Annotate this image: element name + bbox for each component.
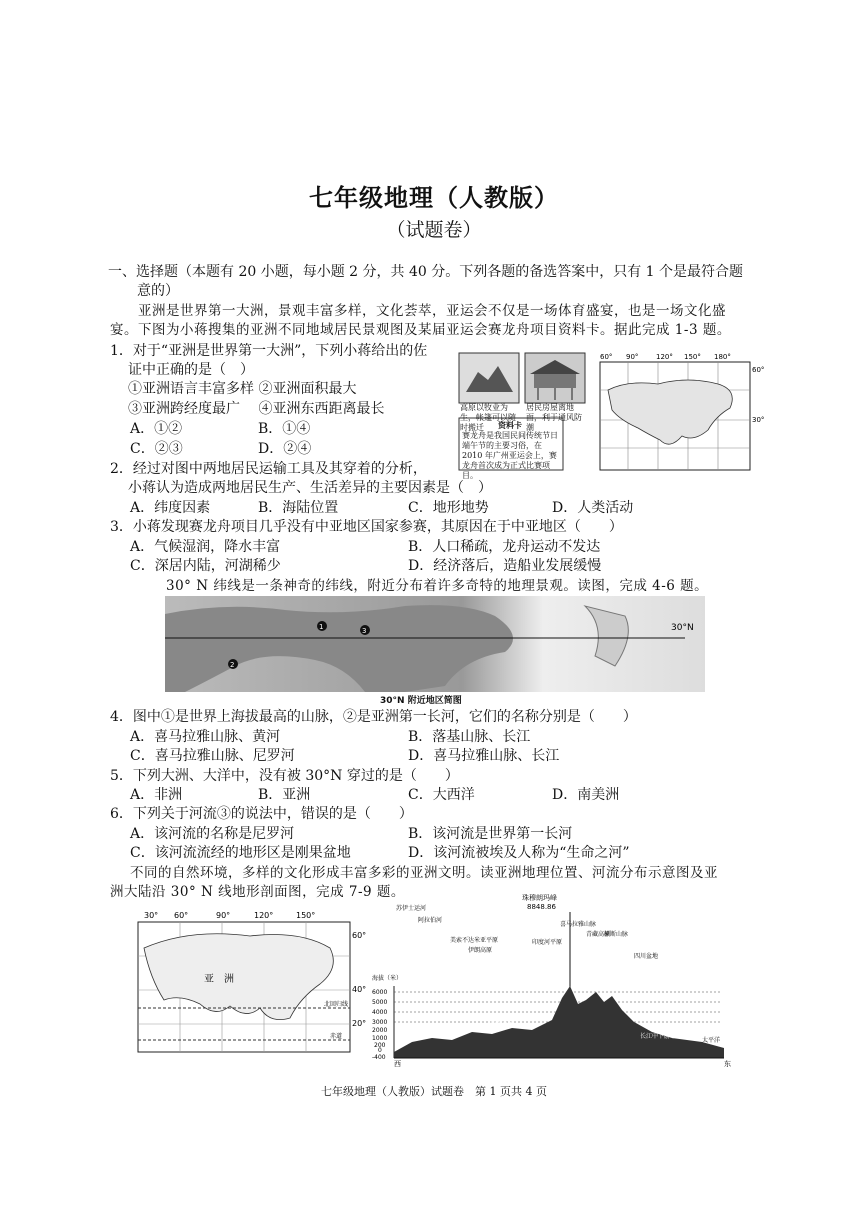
y-tick: 5000	[372, 999, 388, 1006]
question-1-option-a[interactable]: A．①②	[130, 421, 183, 437]
profile-label: 青藏高原	[586, 931, 611, 938]
marker-1-label: 1	[319, 623, 324, 631]
question-2-stem: 2．经过对图中两地居民运输工具及其穿着的分析，	[110, 461, 427, 477]
west-label: 西	[394, 1060, 401, 1068]
y-tick: 1000	[372, 1035, 388, 1042]
intro-paragraph-3: 不同的自然环境，多样的文化形成丰富多彩的亚洲文明。读亚洲地理位置、河流分布示意图及亚	[130, 865, 718, 881]
photo-caption-right: 居民房屋离地面，利于通风防潮	[526, 403, 582, 432]
profile-top-value: 8848.86	[527, 903, 556, 911]
question-1-option-c[interactable]: C．②③	[130, 441, 183, 457]
lat-label: 20°	[352, 1019, 367, 1028]
question-3-option-d[interactable]: D．经济落后，造船业发展缓慢	[408, 558, 602, 574]
question-6-stem: 6．下列关于河流③的说法中，错误的是（ ）	[110, 806, 413, 822]
question-6-option-b[interactable]: B．该河流是世界第一长河	[408, 826, 573, 842]
profile-label: 横断山脉	[604, 931, 629, 938]
profile-top-label: 珠穆朗玛峰	[522, 894, 557, 902]
y-axis-title: 海拔（米）	[372, 975, 403, 982]
map-lon-label: 120°	[656, 353, 673, 361]
question-2-option-b[interactable]: B．海陆位置	[258, 500, 339, 516]
east-label: 东	[724, 1060, 731, 1068]
profile-label: 印度河平原	[532, 939, 563, 946]
map-lon-label: 150°	[684, 353, 701, 361]
y-tick: 6000	[372, 989, 388, 996]
data-card-text: 赛龙舟是我国民间传统节日端午节的主要习俗，在 2010 年广州亚运会上，赛龙舟首次成为正式比赛项目。	[462, 431, 558, 480]
question-4-option-b[interactable]: B．落基山脉、长江	[408, 729, 531, 745]
question-6-option-c[interactable]: C．该河流流经的地形区是刚果盆地	[130, 845, 351, 861]
question-2-option-d[interactable]: D．人类活动	[552, 500, 634, 516]
question-6-option-a[interactable]: A．该河流的名称是尼罗河	[130, 826, 295, 842]
question-1-items-row1: ①亚洲语言丰富多样 ②亚洲面积最大	[128, 381, 357, 397]
lon-label: 30°	[144, 911, 159, 920]
page-title: 七年级地理（人教版）	[309, 183, 559, 212]
question-4-option-d[interactable]: D．喜马拉雅山脉、长江	[408, 748, 560, 764]
question-3-option-a[interactable]: A．气候湿润，降水丰富	[130, 539, 281, 555]
latitude-label: 30°N	[671, 623, 694, 633]
lon-label: 90°	[216, 911, 231, 920]
profile-bottom-label: 长江中下游平原	[640, 1033, 683, 1040]
question-4-option-a[interactable]: A．喜马拉雅山脉、黄河	[130, 729, 281, 745]
asia-map-label: 亚 洲	[204, 974, 234, 985]
figure-3-map	[130, 908, 370, 1058]
question-1-stem-cont: 证中正确的是（ ）	[128, 362, 254, 378]
question-1-items-row2: ③亚洲跨经度最广 ④亚洲东西距离最长	[128, 401, 385, 417]
y-tick: 2000	[372, 1027, 388, 1034]
question-5-option-d[interactable]: D．南美洲	[552, 787, 620, 803]
lat-label: 40°	[352, 985, 367, 994]
profile-bottom-label: 太平洋	[702, 1037, 721, 1044]
lon-label: 60°	[174, 911, 189, 920]
y-tick: 3000	[372, 1019, 388, 1026]
question-4-option-c[interactable]: C．喜马拉雅山脉、尼罗河	[130, 748, 295, 764]
y-tick: 4000	[372, 1009, 388, 1016]
profile-label: 苏伊士运河	[396, 905, 427, 912]
map-lon-label: 60°	[600, 353, 613, 361]
figure-3-profile-svg	[372, 892, 744, 1068]
question-3-option-c[interactable]: C．深居内陆，河湖稀少	[130, 558, 281, 574]
question-1-option-d[interactable]: D．②④	[258, 441, 312, 457]
lon-label: 120°	[254, 911, 274, 920]
question-2-option-a[interactable]: A．纬度因素	[130, 500, 211, 516]
profile-label: 伊朗高原	[468, 947, 493, 954]
question-5-option-c[interactable]: C．大西洋	[408, 787, 475, 803]
marker-2-label: 2	[230, 661, 235, 669]
question-2-option-c[interactable]: C．地形地势	[408, 500, 489, 516]
intro-paragraph-1: 亚洲是世界第一大洲，景观丰富多样，文化荟萃，亚运会不仅是一场体育盛宴，也是一场文化盛	[138, 303, 726, 319]
page-footer: 七年级地理（人教版）试题卷 第 1 页共 4 页	[321, 1085, 547, 1098]
figure-1-map-svg	[598, 350, 768, 472]
question-1-option-b[interactable]: B．①④	[258, 421, 311, 437]
y-tick: 200	[374, 1042, 386, 1049]
y-tick: -400	[372, 1054, 386, 1061]
map-lon-label: 180°	[714, 353, 731, 361]
tropic-label: 北回归线	[324, 1001, 349, 1008]
figure-2-map	[165, 596, 705, 692]
profile-label: 四川盆地	[634, 953, 659, 960]
section-heading-cont: 意的）	[137, 283, 179, 299]
profile-label: 美索不达米亚平原	[450, 937, 499, 944]
figure-1-map	[598, 350, 768, 472]
marker-3-label: 3	[362, 627, 367, 635]
figure-2-caption: 30°N 附近地区简图	[380, 696, 462, 706]
photo-caption-left: 高原以牧业为生，帐篷可以随时搬迁	[460, 403, 516, 432]
question-1-stem: 1．对于“亚洲是世界第一大洲”，下列小蒋给出的佐	[110, 343, 428, 359]
section-heading: 一、选择题（本题有 20 小题，每小题 2 分，共 40 分。下列各题的备选答案中，只有 1 个是最符合题	[108, 264, 744, 280]
question-4-stem: 4．图中①是世界上海拔最高的山脉，②是亚洲第一长河，它们的名称分别是（ ）	[110, 709, 637, 725]
intro-paragraph-2: 30° N 纬线是一条神奇的纬线，附近分布着许多奇特的地理景观。读图，完成 4-6 题。	[166, 578, 709, 594]
map-lon-label: 90°	[626, 353, 639, 361]
question-6-option-d[interactable]: D．该河流被埃及人称为“生命之河”	[408, 845, 630, 861]
profile-label: 阿拉伯河	[418, 917, 443, 924]
data-card-title: 资料卡	[498, 420, 522, 430]
question-5-option-a[interactable]: A．非洲	[130, 787, 183, 803]
map-lat-label: 60°	[752, 366, 765, 374]
lat-label: 60°	[352, 931, 367, 940]
question-3-stem: 3．小蒋发现赛龙舟项目几乎没有中亚地区国家参赛，其原因在于中亚地区（ ）	[110, 519, 623, 535]
map-lat-label: 30°	[752, 416, 765, 424]
photo-tent	[459, 353, 519, 403]
profile-bottom-label: 阿拉伯高原	[412, 1027, 443, 1034]
figure-3-profile	[372, 892, 744, 1068]
intro-paragraph-3-cont: 洲大陆沿 30° N 线地形剖面图，完成 7-9 题。	[110, 884, 405, 900]
stilt-body	[534, 374, 576, 388]
lon-label: 150°	[296, 911, 316, 920]
figure-2-map-svg	[165, 596, 705, 692]
intro-paragraph-1-cont: 宴。下图为小蒋搜集的亚洲不同地域居民景观图及某届亚运会赛龙舟项目资料卡。据此完成 1-3 题。	[110, 322, 731, 338]
figure-3-map-svg	[130, 908, 370, 1058]
y-tick: 0	[378, 1047, 382, 1054]
question-5-option-b[interactable]: B．亚洲	[258, 787, 311, 803]
question-3-option-b[interactable]: B．人口稀疏，龙舟运动不发达	[408, 539, 601, 555]
equator-label: 赤道	[330, 1033, 343, 1040]
question-2-stem-cont: 小蒋认为造成两地居民生产、生活差异的主要因素是（ ）	[128, 480, 492, 496]
page-subtitle: （试题卷）	[386, 219, 482, 241]
question-5-stem: 5．下列大洲、大洋中，没有被 30°N 穿过的是（ ）	[110, 768, 459, 784]
profile-bottom-label: 伊朗高原	[490, 1021, 515, 1028]
profile-label: 喜马拉雅山脉	[560, 921, 597, 928]
